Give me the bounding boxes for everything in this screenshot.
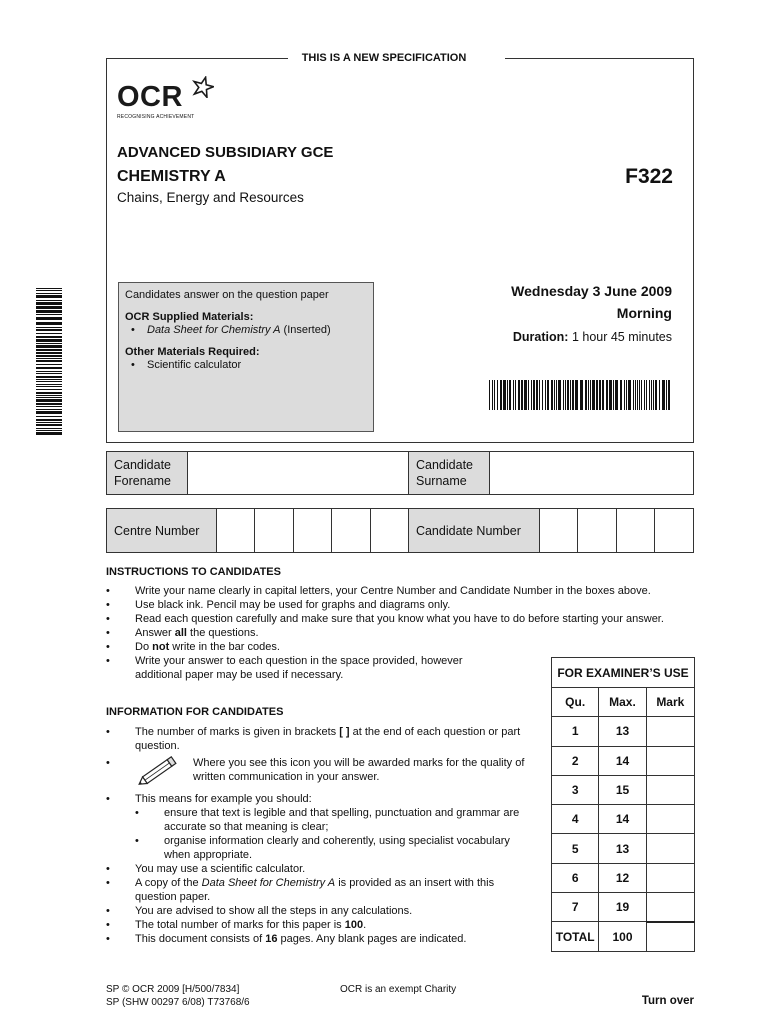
instruction-item: • Read each question carefully and make sure that you know what you have to do before starting your answer.: [106, 612, 696, 626]
star-icon: [192, 76, 214, 98]
information-item: • You may use a scientific calculator.: [106, 862, 526, 876]
candidate-name-row: [106, 451, 694, 495]
spec-notice: THIS IS A NEW SPECIFICATION: [0, 52, 768, 64]
table-row: 1 13: [552, 717, 695, 746]
table-row: 2 14: [552, 746, 695, 775]
table-row: 5 13: [552, 834, 695, 863]
instruction-item: • Write your answer to each question in the space provided, however additional paper may be used if necessary.: [106, 654, 486, 682]
total-row: TOTAL 100: [552, 922, 695, 951]
barcode-vertical-icon: [30, 288, 62, 436]
mark-cell[interactable]: [646, 775, 694, 804]
instruction-item: • Do not write in the bar codes.: [106, 640, 696, 654]
total-mark-cell[interactable]: [646, 922, 694, 951]
instruction-item: • Answer all the questions.: [106, 626, 696, 640]
centre-number-box[interactable]: [255, 509, 293, 552]
forename-field[interactable]: [188, 452, 409, 494]
information-item: • You are advised to show all the steps in any calculations.: [106, 904, 526, 918]
information-follow: • This means for example you should:: [106, 792, 526, 806]
exam-date: Wednesday 3 June 2009 Morning: [511, 283, 672, 321]
forename-label: Candidate Forename: [107, 452, 188, 494]
barcode-icon: [489, 380, 672, 414]
pencil-icon: [134, 754, 182, 788]
table-row: 3 15: [552, 775, 695, 804]
duration: Duration: 1 hour 45 minutes: [512, 330, 672, 344]
instructions-heading: INSTRUCTIONS TO CANDIDATES: [106, 566, 281, 578]
candidate-number-box[interactable]: [540, 509, 579, 552]
numbers-row: [106, 508, 694, 553]
table-row: 6 12: [552, 863, 695, 892]
qualification: ADVANCED SUBSIDIARY GCE: [117, 144, 334, 161]
footer-charity: OCR is an exempt Charity: [340, 984, 457, 995]
information-item: • The total number of marks for this paper is 100.: [106, 918, 526, 932]
examiner-table: [551, 657, 695, 952]
materials-box: [118, 282, 374, 432]
mark-cell[interactable]: [646, 834, 694, 863]
footer-codes: SP © OCR 2009 [H/500/7834] SP (SHW 00297 6/08) T73768/6: [106, 984, 250, 1008]
mark-cell[interactable]: [646, 893, 694, 922]
surname-field[interactable]: [490, 452, 693, 494]
centre-number-box[interactable]: [371, 509, 409, 552]
mark-cell[interactable]: [646, 717, 694, 746]
logo-tagline: RECOGNISING ACHIEVEMENT: [117, 114, 195, 120]
mark-cell[interactable]: [646, 805, 694, 834]
header-qu: Qu.: [552, 688, 599, 717]
materials-intro: Candidates answer on the question paper: [125, 289, 329, 301]
information-item: • A copy of the Data Sheet for Chemistry A is provided as an insert with this question paper.: [106, 876, 526, 904]
instruction-item: • Use black ink. Pencil may be used for graphs and diagrams only.: [106, 598, 696, 612]
surname-label: Candidate Surname: [409, 452, 490, 494]
information-section: [106, 705, 526, 946]
turn-over: Turn over: [641, 995, 694, 1007]
centre-number-box[interactable]: [294, 509, 332, 552]
candidate-number-box[interactable]: [578, 509, 617, 552]
logo-word: OCR: [117, 81, 183, 113]
mark-cell[interactable]: [646, 746, 694, 775]
information-item: • This document consists of 16 pages. Any blank pages are indicated.: [106, 932, 526, 946]
information-heading: INFORMATION FOR CANDIDATES: [106, 706, 284, 718]
information-item: • Where you see this icon you will be awarded marks for the quality of written communication in your answer.: [106, 756, 526, 792]
header-max: Max.: [599, 688, 646, 717]
examiner-table-title: FOR EXAMINER’S USE: [552, 658, 695, 688]
centre-number-box[interactable]: [332, 509, 370, 552]
paper-code: F322: [625, 165, 673, 188]
subject-title: CHEMISTRY A: [117, 168, 226, 185]
information-subitem: • organise information clearly and coherently, using specialist vocabulary when appropriate.: [135, 834, 526, 862]
table-row: 7 19: [552, 893, 695, 922]
other-item: • Scientific calculator: [125, 359, 367, 372]
supplied-item: • Data Sheet for Chemistry A (Inserted): [125, 324, 367, 337]
centre-number-label: Centre Number: [107, 509, 217, 552]
table-row: 4 14: [552, 805, 695, 834]
information-subitem: • ensure that text is legible and that spelling, punctuation and grammar are accurate so that meaning is clear;: [135, 806, 526, 834]
unit-title: Chains, Energy and Resources: [117, 190, 304, 205]
mark-cell[interactable]: [646, 863, 694, 892]
candidate-number-box[interactable]: [617, 509, 656, 552]
information-item: • The number of marks is given in brackets [ ] at the end of each question or part question.: [106, 725, 526, 753]
instruction-item: • Write your name clearly in capital letters, your Centre Number and Candidate Number in the boxes above.: [106, 584, 696, 598]
candidate-number-box[interactable]: [655, 509, 693, 552]
header-mark: Mark: [646, 688, 694, 717]
ocr-logo: [117, 82, 194, 120]
other-heading: Other Materials Required:: [125, 346, 260, 358]
centre-number-box[interactable]: [217, 509, 255, 552]
supplied-heading: OCR Supplied Materials:: [125, 311, 254, 323]
candidate-number-label: Candidate Number: [409, 509, 540, 552]
